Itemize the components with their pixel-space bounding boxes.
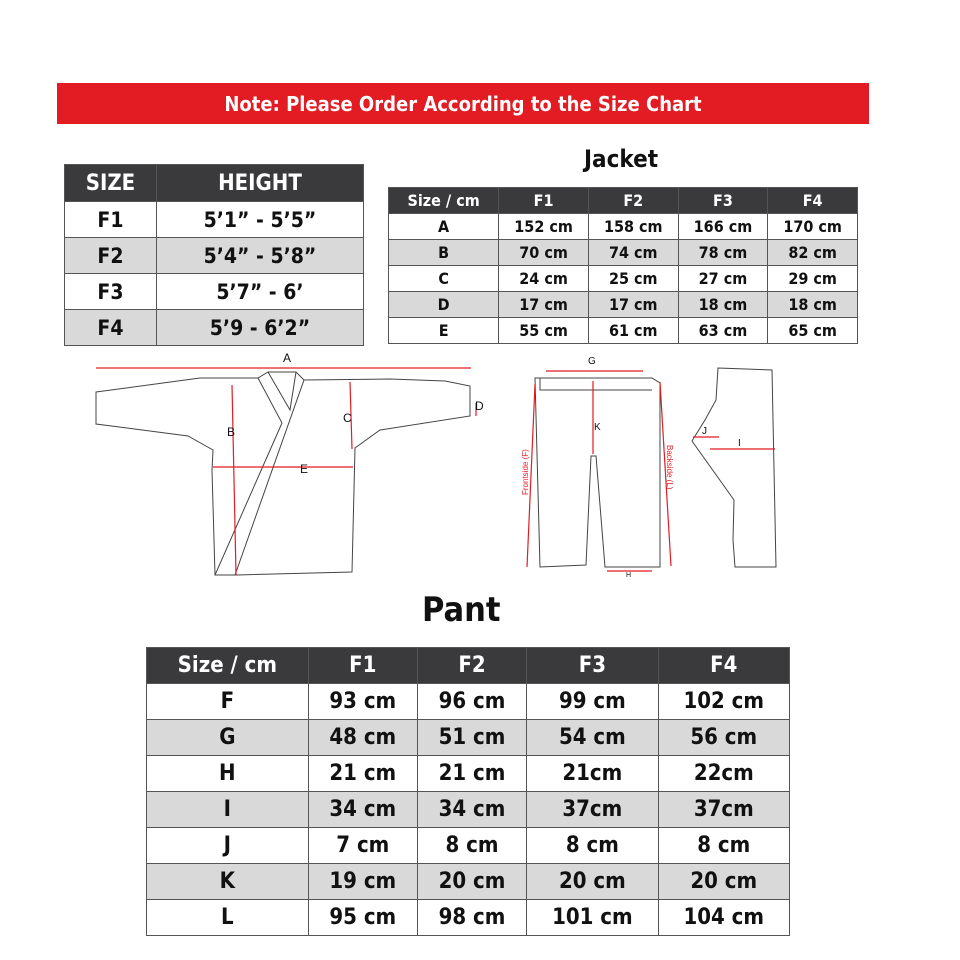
table-cell: 34 cm: [308, 792, 417, 828]
table-cell: 18 cm: [768, 292, 858, 318]
table-cell: 51 cm: [417, 720, 526, 756]
table-cell: 54 cm: [527, 720, 658, 756]
table-row: [147, 756, 790, 792]
column-header: F2: [588, 188, 678, 214]
table-cell: 7 cm: [308, 828, 417, 864]
table-cell: 82 cm: [768, 240, 858, 266]
table-cell: 20 cm: [417, 864, 526, 900]
table-cell: J: [147, 828, 309, 864]
pant-side-drawing: [692, 368, 776, 567]
table-cell: 21cm: [527, 756, 658, 792]
pant-table: [146, 647, 790, 936]
table-cell: 22cm: [658, 756, 789, 792]
table-cell: 70 cm: [499, 240, 589, 266]
table-cell: H: [147, 756, 309, 792]
table-row: [147, 792, 790, 828]
table-cell: 63 cm: [678, 318, 768, 344]
table-cell: 104 cm: [658, 900, 789, 936]
label-j: J: [702, 426, 707, 437]
column-header: F2: [417, 648, 526, 684]
column-header: HEIGHT: [156, 165, 363, 202]
label-e: E: [300, 462, 309, 476]
table-row: [147, 720, 790, 756]
pant-title: Pant: [422, 590, 501, 630]
table-row: [147, 864, 790, 900]
table-cell: 8 cm: [658, 828, 789, 864]
table-cell: 99 cm: [527, 684, 658, 720]
table-cell: D: [389, 292, 499, 318]
label-c: C: [343, 411, 352, 425]
table-cell: 158 cm: [588, 214, 678, 240]
table-cell: 37cm: [658, 792, 789, 828]
table-cell: 74 cm: [588, 240, 678, 266]
table-cell: F3: [65, 274, 157, 310]
table-cell: 8 cm: [417, 828, 526, 864]
column-header: F4: [658, 648, 789, 684]
table-cell: K: [147, 864, 309, 900]
column-header: Size / cm: [147, 648, 309, 684]
table-cell: 21 cm: [417, 756, 526, 792]
table-cell: A: [389, 214, 499, 240]
table-cell: 170 cm: [768, 214, 858, 240]
header-row: [147, 648, 790, 684]
table-cell: 101 cm: [527, 900, 658, 936]
table-cell: 17 cm: [499, 292, 589, 318]
table-cell: 17 cm: [588, 292, 678, 318]
table-cell: 102 cm: [658, 684, 789, 720]
table-cell: 95 cm: [308, 900, 417, 936]
column-header: F1: [308, 648, 417, 684]
table-cell: 55 cm: [499, 318, 589, 344]
table-cell: G: [147, 720, 309, 756]
pant-front-drawing: [535, 378, 660, 567]
table-cell: 34 cm: [417, 792, 526, 828]
table-cell: I: [147, 792, 309, 828]
label-d: D: [475, 399, 484, 413]
table-cell: 56 cm: [658, 720, 789, 756]
column-header: SIZE: [65, 165, 157, 202]
table-cell: F1: [65, 202, 157, 238]
column-header: F1: [499, 188, 589, 214]
table-cell: 48 cm: [308, 720, 417, 756]
table-cell: 93 cm: [308, 684, 417, 720]
note-banner: Note: Please Order According to the Size Chart: [57, 83, 869, 124]
table-cell: 29 cm: [768, 266, 858, 292]
table-cell: C: [389, 266, 499, 292]
jacket-title: Jacket: [584, 145, 659, 173]
label-h: H: [626, 572, 632, 579]
table-row: [147, 900, 790, 936]
table-cell: 21 cm: [308, 756, 417, 792]
column-header: Size / cm: [389, 188, 499, 214]
table-cell: F4: [65, 310, 157, 346]
table-cell: B: [389, 240, 499, 266]
column-header: F3: [527, 648, 658, 684]
label-i: I: [738, 438, 741, 449]
table-cell: 61 cm: [588, 318, 678, 344]
table-cell: 20 cm: [658, 864, 789, 900]
label-b: B: [227, 425, 236, 439]
table-row: [147, 828, 790, 864]
table-cell: F2: [65, 238, 157, 274]
table-cell: 8 cm: [527, 828, 658, 864]
table-cell: 5’9 - 6’2”: [156, 310, 363, 346]
label-k: K: [594, 422, 601, 433]
table-cell: 78 cm: [678, 240, 768, 266]
table-cell: L: [147, 900, 309, 936]
table-cell: 96 cm: [417, 684, 526, 720]
column-header: F4: [768, 188, 858, 214]
table-cell: 24 cm: [499, 266, 589, 292]
jacket-drawing: [96, 372, 470, 575]
table-cell: 18 cm: [678, 292, 768, 318]
table-cell: 98 cm: [417, 900, 526, 936]
table-cell: 5’4” - 5’8”: [156, 238, 363, 274]
table-cell: 37cm: [527, 792, 658, 828]
label-backside: Backside (L): [665, 445, 674, 490]
column-header: F3: [678, 188, 768, 214]
table-cell: 27 cm: [678, 266, 768, 292]
label-frontside: Frontside (F): [521, 449, 530, 495]
label-a: A: [283, 351, 292, 365]
table-cell: 152 cm: [499, 214, 589, 240]
table-cell: E: [389, 318, 499, 344]
table-cell: 166 cm: [678, 214, 768, 240]
table-cell: 5’1” - 5’5”: [156, 202, 363, 238]
table-cell: F: [147, 684, 309, 720]
table-cell: 65 cm: [768, 318, 858, 344]
table-cell: 5’7” - 6’: [156, 274, 363, 310]
table-cell: 19 cm: [308, 864, 417, 900]
table-row: [147, 684, 790, 720]
table-cell: 25 cm: [588, 266, 678, 292]
table-cell: 20 cm: [527, 864, 658, 900]
label-g: G: [588, 356, 596, 367]
